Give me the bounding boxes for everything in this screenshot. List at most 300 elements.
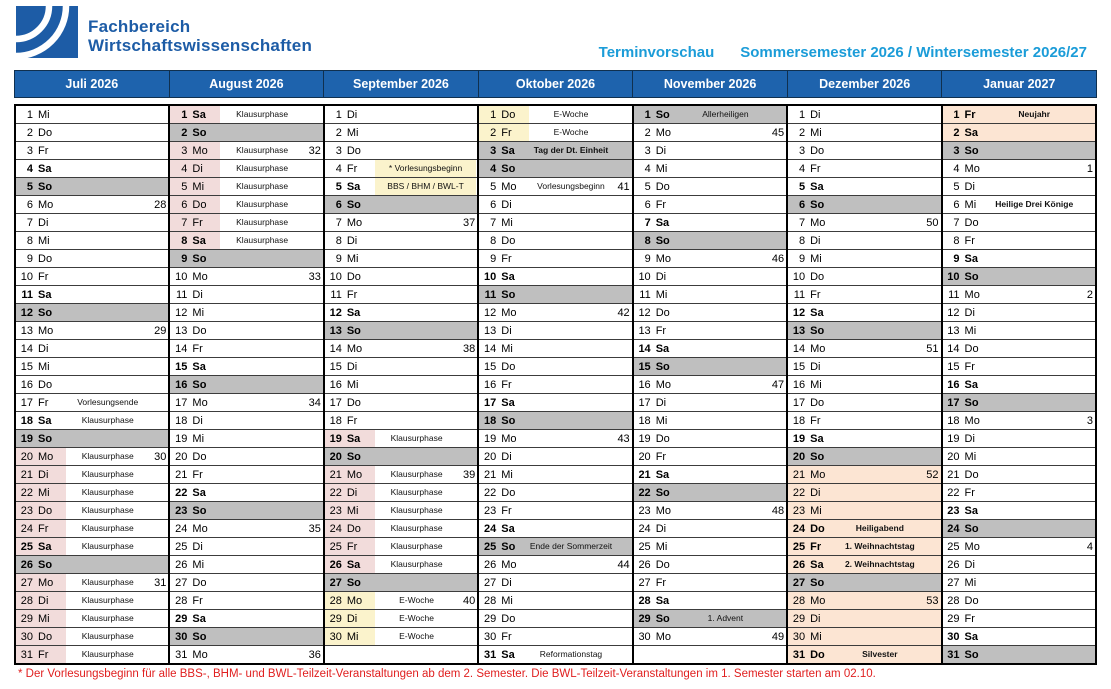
day-row bbox=[170, 106, 322, 124]
month-header: Dezember 2026 bbox=[787, 70, 942, 98]
week-number: 37 bbox=[463, 216, 476, 229]
day-label: 11 Di bbox=[176, 288, 203, 301]
day-label: 25 Mo bbox=[947, 540, 980, 553]
day-label: 21 Fr bbox=[175, 468, 203, 481]
day-row bbox=[943, 628, 1095, 646]
day-row bbox=[325, 592, 477, 610]
day-label: 14 Mi bbox=[484, 342, 513, 355]
day-label: 27 Fr bbox=[638, 576, 667, 589]
day-row bbox=[634, 232, 786, 250]
day-row bbox=[16, 358, 168, 376]
day-label: 13 Do bbox=[175, 324, 207, 337]
day-row bbox=[325, 556, 477, 574]
day-row bbox=[943, 412, 1095, 430]
day-label: 26 Sa bbox=[792, 558, 824, 571]
day-row bbox=[479, 520, 631, 538]
day-label: 13 Fr bbox=[638, 324, 667, 337]
day-label: 19 Mi bbox=[175, 432, 205, 445]
month-header: November 2026 bbox=[632, 70, 787, 98]
day-label: 9 So bbox=[181, 252, 207, 265]
day-row bbox=[788, 466, 940, 484]
day-label: 3 Di bbox=[644, 144, 667, 157]
day-label: 7 Di bbox=[26, 216, 49, 229]
day-label: 27 Mi bbox=[947, 576, 977, 589]
day-label: 14 Di bbox=[20, 342, 49, 355]
day-label: 9 Do bbox=[26, 252, 53, 265]
day-row bbox=[479, 376, 631, 394]
day-row bbox=[16, 592, 168, 610]
day-label: 30 Sa bbox=[947, 630, 978, 643]
day-row bbox=[943, 430, 1095, 448]
day-note: Klausurphase bbox=[236, 182, 289, 191]
document-title bbox=[599, 44, 1087, 61]
day-row bbox=[788, 520, 940, 538]
week-number: 1 bbox=[1086, 162, 1093, 175]
day-row bbox=[325, 196, 477, 214]
day-row bbox=[170, 520, 322, 538]
day-row bbox=[16, 628, 168, 646]
week-number: 32 bbox=[308, 144, 321, 157]
day-row bbox=[479, 502, 631, 520]
day-label: 23 Mi bbox=[792, 504, 822, 517]
day-row bbox=[479, 412, 631, 430]
day-label: 12 So bbox=[20, 306, 53, 319]
day-row bbox=[943, 646, 1095, 663]
day-row bbox=[325, 502, 477, 520]
day-row bbox=[325, 538, 477, 556]
day-row bbox=[325, 574, 477, 592]
day-label: 9 Sa bbox=[953, 252, 978, 265]
day-row bbox=[634, 160, 786, 178]
day-label: 24 So bbox=[947, 522, 979, 535]
day-label: 23 Sa bbox=[947, 504, 978, 517]
day-note: Klausurphase bbox=[81, 488, 134, 497]
day-row bbox=[634, 520, 786, 538]
day-row bbox=[634, 448, 786, 466]
day-label: 27 Di bbox=[484, 576, 512, 589]
day-row bbox=[788, 646, 940, 663]
day-label: 18 Mi bbox=[638, 414, 668, 427]
day-row bbox=[943, 250, 1095, 268]
day-row bbox=[170, 574, 322, 592]
day-label: 11 Fr bbox=[330, 288, 358, 301]
month-header: September 2026 bbox=[323, 70, 478, 98]
day-row bbox=[634, 574, 786, 592]
week-number: 3 bbox=[1086, 414, 1093, 427]
day-row bbox=[634, 142, 786, 160]
day-label: 24 Do bbox=[325, 520, 375, 537]
day-label: 10 Sa bbox=[484, 270, 515, 283]
day-row bbox=[634, 286, 786, 304]
day-row bbox=[16, 142, 168, 160]
day-note: Heiligabend bbox=[855, 524, 904, 533]
day-row bbox=[634, 214, 786, 232]
day-row bbox=[634, 340, 786, 358]
day-row bbox=[16, 196, 168, 214]
day-row bbox=[943, 520, 1095, 538]
day-label: 16 Fr bbox=[484, 378, 512, 391]
day-label: 7 Mo bbox=[335, 216, 363, 229]
day-row bbox=[943, 106, 1095, 124]
week-number: 35 bbox=[308, 522, 321, 535]
day-label: 1 Fr bbox=[953, 108, 976, 121]
day-label: 18 So bbox=[484, 414, 516, 427]
day-row bbox=[16, 376, 168, 394]
day-label: 21 Mi bbox=[484, 468, 513, 481]
week-number: 28 bbox=[154, 198, 167, 211]
day-note: E-Woche bbox=[399, 614, 434, 623]
day-note: BBS / BHM / BWL-T bbox=[375, 178, 476, 195]
day-row bbox=[170, 250, 322, 268]
day-row bbox=[788, 268, 940, 286]
day-row bbox=[788, 178, 940, 196]
day-row bbox=[170, 412, 322, 430]
day-row bbox=[16, 484, 168, 502]
month-column bbox=[788, 106, 942, 663]
day-row bbox=[170, 502, 322, 520]
day-row bbox=[788, 286, 940, 304]
day-row bbox=[170, 142, 322, 160]
day-row bbox=[16, 556, 168, 574]
day-row bbox=[479, 484, 631, 502]
day-row bbox=[943, 142, 1095, 160]
day-label: 5 So bbox=[26, 180, 53, 193]
day-row bbox=[788, 574, 940, 592]
day-row bbox=[325, 214, 477, 232]
day-row bbox=[325, 448, 477, 466]
day-label: 25 Mi bbox=[638, 540, 668, 553]
day-label: 18 Fr bbox=[329, 414, 358, 427]
day-row bbox=[634, 322, 786, 340]
day-label: 15 Do bbox=[484, 360, 516, 373]
day-note: Silvester bbox=[862, 650, 898, 659]
day-label: 9 Mi bbox=[335, 252, 359, 265]
day-row bbox=[16, 106, 168, 124]
day-label: 25 So bbox=[484, 540, 516, 553]
day-label: 28 Mo bbox=[325, 592, 375, 609]
day-label: 4 Fr bbox=[335, 162, 358, 175]
day-row bbox=[479, 268, 631, 286]
day-label: 30 Do bbox=[16, 628, 66, 645]
day-row bbox=[16, 538, 168, 556]
day-row bbox=[170, 556, 322, 574]
day-label: 7 Mo bbox=[798, 216, 826, 229]
week-number: 31 bbox=[154, 576, 167, 589]
day-label: 23 Mo bbox=[638, 504, 671, 517]
day-row bbox=[943, 214, 1095, 232]
day-label: 19 Do bbox=[638, 432, 670, 445]
day-label: 27 So bbox=[329, 576, 361, 589]
day-row bbox=[943, 196, 1095, 214]
week-number: 30 bbox=[154, 450, 167, 463]
day-row bbox=[479, 340, 631, 358]
day-row bbox=[788, 430, 940, 448]
day-row bbox=[943, 592, 1095, 610]
day-row bbox=[788, 250, 940, 268]
day-row bbox=[788, 628, 940, 646]
day-row bbox=[788, 448, 940, 466]
day-label: 5 Do bbox=[644, 180, 670, 193]
day-label: 29 So bbox=[638, 612, 670, 625]
day-label: 30 Mi bbox=[325, 628, 375, 645]
day-row bbox=[943, 574, 1095, 592]
day-row bbox=[788, 358, 940, 376]
day-row bbox=[943, 160, 1095, 178]
day-row bbox=[325, 430, 477, 448]
day-label: 27 Do bbox=[175, 576, 207, 589]
day-row bbox=[788, 232, 940, 250]
day-row bbox=[170, 340, 322, 358]
day-label: 4 Mi bbox=[644, 162, 668, 175]
day-label: 8 Di bbox=[798, 234, 821, 247]
day-note: Klausurphase bbox=[236, 146, 289, 155]
day-note: Klausurphase bbox=[390, 506, 443, 515]
day-label: 17 Mo bbox=[175, 396, 208, 409]
day-label: 22 Fr bbox=[947, 486, 975, 499]
day-label: 31 So bbox=[947, 648, 979, 661]
day-label: 16 Mi bbox=[792, 378, 822, 391]
day-label: 4 Di bbox=[170, 160, 220, 177]
day-row bbox=[634, 466, 786, 484]
day-note: Klausurphase bbox=[81, 506, 134, 515]
week-number: 48 bbox=[771, 504, 785, 517]
day-row bbox=[170, 178, 322, 196]
day-label: 12 Sa bbox=[792, 306, 824, 319]
day-row bbox=[16, 610, 168, 628]
day-label: 10 So bbox=[947, 270, 979, 283]
day-row bbox=[634, 538, 786, 556]
day-label: 22 Mi bbox=[16, 484, 66, 501]
day-label: 20 So bbox=[792, 450, 825, 463]
day-label: 3 Do bbox=[798, 144, 825, 157]
day-row bbox=[943, 556, 1095, 574]
day-label: 4 Fr bbox=[798, 162, 821, 175]
day-row bbox=[325, 412, 477, 430]
day-label: 3 So bbox=[953, 144, 979, 157]
day-label: 8 Fr bbox=[953, 234, 975, 247]
day-row bbox=[325, 394, 477, 412]
day-label: 6 So bbox=[798, 198, 825, 211]
day-row bbox=[788, 610, 940, 628]
day-row bbox=[170, 286, 322, 304]
day-row bbox=[479, 160, 631, 178]
day-row bbox=[16, 412, 168, 430]
week-number: 29 bbox=[154, 324, 167, 337]
day-row bbox=[479, 196, 631, 214]
day-row bbox=[325, 484, 477, 502]
day-label: 31 Do bbox=[792, 648, 825, 661]
month-header: Juli 2026 bbox=[14, 70, 169, 98]
week-number: 41 bbox=[617, 180, 630, 193]
day-row bbox=[788, 196, 940, 214]
day-note: Klausurphase bbox=[390, 560, 443, 569]
day-row bbox=[788, 340, 940, 358]
day-label: 26 Mo bbox=[484, 558, 517, 571]
day-label: 18 Fr bbox=[792, 414, 821, 427]
day-row bbox=[479, 466, 631, 484]
day-label: 29 Di bbox=[325, 610, 375, 627]
day-row bbox=[16, 448, 168, 466]
day-label: 15 So bbox=[638, 360, 670, 373]
day-row bbox=[325, 142, 477, 160]
day-note: Klausurphase bbox=[236, 110, 289, 119]
day-label: 17 Sa bbox=[484, 396, 515, 409]
day-row bbox=[788, 124, 940, 142]
day-row bbox=[16, 430, 168, 448]
day-note: Klausurphase bbox=[236, 236, 289, 245]
day-label: 18 Di bbox=[175, 414, 203, 427]
week-number: 4 bbox=[1086, 540, 1093, 553]
day-row bbox=[170, 376, 322, 394]
day-row bbox=[325, 268, 477, 286]
day-note: Klausurphase bbox=[81, 650, 134, 659]
day-row bbox=[170, 430, 322, 448]
day-row bbox=[325, 250, 477, 268]
day-note: 1. Weihnachtstag bbox=[844, 542, 915, 551]
day-row bbox=[170, 610, 322, 628]
day-label: 30 Mo bbox=[638, 630, 671, 643]
day-note: Klausurphase bbox=[81, 416, 134, 425]
day-row bbox=[325, 232, 477, 250]
day-label: 4 Mo bbox=[953, 162, 980, 175]
day-row bbox=[943, 304, 1095, 322]
day-row bbox=[325, 124, 477, 142]
day-row bbox=[479, 106, 631, 124]
day-label: 1 Di bbox=[335, 108, 358, 121]
day-row bbox=[634, 628, 786, 646]
day-label: 29 Di bbox=[792, 612, 821, 625]
day-label: 10 Di bbox=[638, 270, 667, 283]
day-label: 8 Mi bbox=[26, 234, 50, 247]
day-row bbox=[634, 484, 786, 502]
day-row bbox=[634, 178, 786, 196]
day-label: 20 Mo bbox=[16, 448, 66, 465]
day-label: 17 Di bbox=[638, 396, 667, 409]
day-row bbox=[16, 502, 168, 520]
day-row bbox=[16, 520, 168, 538]
day-label: 12 Di bbox=[947, 306, 975, 319]
day-note: Klausurphase bbox=[81, 470, 134, 479]
week-number: 45 bbox=[771, 126, 785, 139]
day-note: Vorlesungsbeginn bbox=[537, 182, 605, 191]
day-row bbox=[16, 232, 168, 250]
day-label: 8 Sa bbox=[170, 232, 220, 249]
month-header: August 2026 bbox=[169, 70, 324, 98]
day-row bbox=[16, 574, 168, 592]
day-row bbox=[479, 304, 631, 322]
day-label: 11 Fr bbox=[793, 288, 821, 301]
day-row bbox=[788, 592, 940, 610]
day-row bbox=[943, 358, 1095, 376]
title-semester-range: Sommersemester 2026 / Wintersemester 2026/27 bbox=[740, 44, 1087, 61]
day-label: 20 Fr bbox=[638, 450, 667, 463]
day-note: Klausurphase bbox=[390, 524, 443, 533]
day-row bbox=[943, 466, 1095, 484]
day-note: E-Woche bbox=[553, 110, 589, 119]
day-label: 26 Mi bbox=[175, 558, 205, 571]
day-row bbox=[16, 340, 168, 358]
day-row bbox=[170, 592, 322, 610]
day-row bbox=[479, 214, 631, 232]
day-label: 1 Do bbox=[479, 106, 529, 123]
empty-day-row bbox=[634, 646, 786, 663]
day-label: 7 Sa bbox=[644, 216, 670, 229]
day-row bbox=[479, 178, 631, 196]
day-label: 19 Mo bbox=[484, 432, 517, 445]
day-row bbox=[788, 214, 940, 232]
day-label: 7 Fr bbox=[170, 214, 220, 231]
day-row bbox=[479, 556, 631, 574]
day-row bbox=[943, 376, 1095, 394]
day-label: 5 Sa bbox=[798, 180, 824, 193]
day-label: 21 Do bbox=[947, 468, 979, 481]
day-note: Allerheiligen bbox=[702, 110, 749, 119]
day-label: 13 Di bbox=[484, 324, 512, 337]
day-label: 1 Sa bbox=[170, 106, 220, 123]
day-label: 27 Mo bbox=[16, 574, 66, 591]
day-label: 24 Mo bbox=[175, 522, 208, 535]
day-row bbox=[943, 286, 1095, 304]
day-label: 11 Mi bbox=[639, 288, 668, 301]
day-label: 28 Fr bbox=[175, 594, 203, 607]
day-row bbox=[943, 232, 1095, 250]
day-row bbox=[634, 304, 786, 322]
day-label: 26 Sa bbox=[325, 556, 375, 573]
day-row bbox=[16, 178, 168, 196]
day-row bbox=[170, 214, 322, 232]
day-label: 2 Mi bbox=[798, 126, 822, 139]
day-label: 23 Mi bbox=[325, 502, 375, 519]
day-label: 5 Sa bbox=[335, 180, 361, 193]
day-label: 6 Mo bbox=[26, 198, 54, 211]
day-label: 9 Mi bbox=[798, 252, 822, 265]
day-label: 22 Di bbox=[792, 486, 821, 499]
day-row bbox=[325, 106, 477, 124]
title-terminvorschau: Terminvorschau bbox=[598, 44, 715, 61]
day-note: Klausurphase bbox=[81, 614, 134, 623]
day-label: 22 So bbox=[638, 486, 670, 499]
day-row bbox=[788, 160, 940, 178]
week-number: 50 bbox=[926, 216, 939, 229]
day-note: Vorlesungsende bbox=[77, 398, 139, 407]
day-row bbox=[634, 502, 786, 520]
day-label: 2 Fr bbox=[479, 124, 529, 141]
day-label: 5 Mi bbox=[170, 178, 220, 195]
day-label: 23 Do bbox=[16, 502, 66, 519]
day-row bbox=[16, 268, 168, 286]
day-note: Klausurphase bbox=[236, 218, 289, 227]
day-label: 17 Do bbox=[329, 396, 361, 409]
day-label: 28 Mo bbox=[792, 594, 826, 607]
day-row bbox=[16, 124, 168, 142]
day-row bbox=[788, 106, 940, 124]
day-note: Klausurphase bbox=[81, 578, 134, 587]
day-label: 1 Di bbox=[798, 108, 821, 121]
day-row bbox=[943, 448, 1095, 466]
day-row bbox=[170, 484, 322, 502]
day-row bbox=[634, 124, 786, 142]
faculty-name-line1: Fachbereich bbox=[88, 17, 191, 36]
week-number: 42 bbox=[617, 306, 630, 319]
day-note: E-Woche bbox=[553, 128, 589, 137]
day-note: E-Woche bbox=[399, 596, 434, 605]
day-label: 2 Mo bbox=[644, 126, 671, 139]
day-note: * Vorlesungsbeginn bbox=[375, 160, 476, 177]
month-column bbox=[479, 106, 633, 663]
day-row bbox=[170, 466, 322, 484]
month-column bbox=[16, 106, 170, 663]
day-row bbox=[634, 556, 786, 574]
